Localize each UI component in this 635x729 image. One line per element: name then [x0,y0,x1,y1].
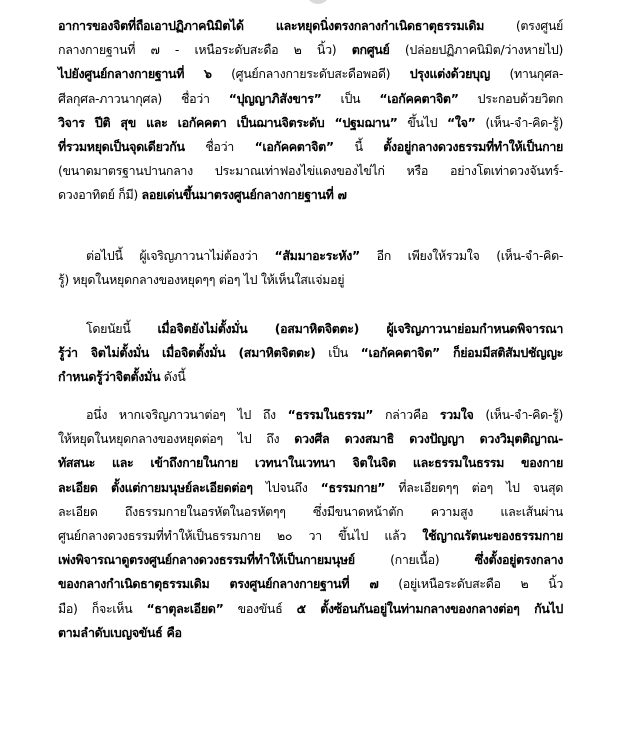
text-run: กลางกายฐานที่ ๗ - เหนือระดับสะดือ ๒ นิ้ว) [58,42,352,58]
text-run: ปรุงแต่งด้วยบุญ [409,66,490,82]
text-line [58,524,563,548]
text-run: ละเอียด ตั้งแต่กายมนุษย์ละเอียดต่อๆ [58,479,253,495]
text-run: กล่าวคือ [373,407,440,422]
text-run: ดวงอาทิตย์ ก็มี) [58,187,142,203]
text-run: ขึ้นไป [397,114,448,130]
text-run: “ปฐมฌาน” [334,114,398,130]
text-run: อาการของจิตที่ถือเอาปฏิภาคนิมิตได้ และหยุดนิ่งตรงกลางกำเนิดธาตุธรรมเดิม [58,18,485,33]
text-run: (ศูนย์กลางกายระดับสะดือพอดี) [211,66,410,82]
text-line [58,268,563,292]
paragraph-4 [58,403,563,645]
text-run: ชื่อว่า [184,139,255,155]
text-run: ที่รวมหยุดเป็นจุดเดียวกัน [58,139,185,155]
text-line [58,317,563,341]
text-line [58,451,563,475]
text-line [58,500,563,524]
text-run: “ใจ” [447,114,476,130]
text-run: อีก เพียงให้รวมใจ (เห็น-จำ-คิด- [359,248,564,263]
text-run: ตั้งอยู่กลางดวงธรรมที่ทำให้เป็นกาย [383,139,563,155]
text-run: (เห็น-จำ-คิด-รู้) [473,407,563,422]
text-run: ศีลกุศล-ภาวนากุศล) ชื่อว่า [58,90,229,106]
text-line [58,427,563,451]
text-line [58,597,563,621]
text-line [58,403,563,427]
text-run: ก็ย่อมมีสติสัมปชัญญะ [439,345,564,361]
text-run: ไปยังศูนย์กลางกายฐานที่ ๖ [58,66,212,82]
text-run: (กายเนื้อ) [354,552,475,568]
text-run: “เอกัคคตาจิต” [360,345,440,361]
text-run: (ปล่อยปฏิภาคนิมิต/ว่างหายไป) [389,42,563,58]
text-run: กำหนดรู้ว่าจิตตั้งมั่น [58,369,161,385]
text-run: “เอกัคคตาจิต” [254,139,334,155]
text-run: นี้ [333,139,384,155]
text-line [58,62,563,86]
paragraph-2 [58,244,563,292]
text-run: “ธรรมกาย” [320,479,386,495]
text-run: ๕ ตั้งซ้อนกันอยู่ในท่ามกลางของกลางต่อๆ กันไป [296,600,563,616]
text-run: เป็น [321,90,380,106]
text-run: ทัสสนะ และ เข้าถึงกายในกาย เวทนาในเวทนา จิตในจิต และธรรมในธรรม ของกาย [58,455,563,471]
paragraph-1 [58,14,563,208]
paragraph-3 [58,317,563,390]
text-line [58,621,563,645]
text-line [58,111,563,135]
text-run: มือ) ก็จะเห็น [58,600,147,616]
text-run: อนึ่ง หากเจริญภาวนาต่อๆ ไป ถึง [86,407,288,422]
text-run: เป็น [315,345,361,361]
text-run: ต่อไปนี้ ผู้เจริญภาวนาไม่ต้องว่า [86,248,275,263]
text-line [58,87,563,111]
text-line [58,244,563,268]
text-run: ให้หยุดในหยุดกลางของหยุดต่อๆ ไป ถึง [58,431,295,447]
text-line [58,341,563,365]
text-run: รวมใจ [439,407,474,422]
text-run: ซึ่งตั้งอยู่ตรงกลาง [474,552,563,568]
text-run: “เอกัคคตาจิต” [379,90,459,106]
text-line [58,159,563,183]
text-run: “ธรรมในธรรม” [287,407,374,422]
text-run: ที่ละเอียดๆๆ ต่อๆ ไป จนสุด [385,479,563,495]
text-line [58,38,563,62]
text-run: ละเอียด ถึงธรรมกายในอรหัตในอรหัตๆๆ ซึ่งมีขนาดหน้าตัก ความสูง และเส้นผ่าน [58,503,563,519]
text-line [58,548,563,572]
text-run: ประกอบด้วยวิตก [458,90,563,106]
text-line [58,14,563,38]
text-line [58,135,563,159]
text-run: ไปจนถึง [252,479,321,495]
text-run: (อยู่เหนือระดับสะดือ ๒ นิ้ว [378,576,563,592]
text-run: เพ่งพิจารณาดูตรงศูนย์กลางดวงธรรมที่ทำให้เป็นกายมนุษย์ [58,552,355,568]
text-line [58,365,563,389]
text-run: ตกศูนย์ [351,42,390,58]
text-run: รู้) หยุดในหยุดกลางของหยุดๆๆ ต่อๆ ไป ให้เห็นใสแจ่มอยู่ [58,272,345,288]
text-run: (ขนาดมาตรฐานปานกลาง ประมาณเท่าฟองไข่แดงของไข่ไก่ หรือ อย่างโตเท่าดวงจันทร์- [58,163,563,179]
text-run: ดังนี้ [160,369,186,385]
text-run: (ตรงศูนย์ [484,18,563,33]
text-run: ลอยเด่นขึ้นมาตรงศูนย์กลางกายฐานที่ ๗ [141,187,347,203]
text-run: ศูนย์กลางดวงธรรมที่ทำให้เป็นธรรมกาย ๒๐ วา ขึ้นไป แล้ว [58,528,423,544]
text-run: “ธาตุละเอียด” [146,600,224,616]
page-edge-mark [306,0,330,4]
text-run: ใช้ญาณรัตนะของธรรมกาย [422,528,563,544]
text-run: โดยนัยนี้ [86,321,158,336]
text-run: เมื่อจิตยังไม่ตั้งมั่น (อสมาหิตจิตตะ) ผู้เจริญภาวนาย่อมกำหนดพิจารณา [157,321,563,336]
text-run: “ปุญญาภิสังขาร” [228,90,322,106]
text-line [58,476,563,500]
text-run: “สัมมาอะระหัง” [274,248,360,263]
text-run: รู้ว่า จิตไม่ตั้งมั่น เมื่อจิตตั้งมั่น (สมาหิตจิตตะ) [58,345,316,361]
text-run: ของกลางกำเนิดธาตุธรรมเดิม ตรงศูนย์กลางกายฐานที่ ๗ [58,576,379,592]
text-run: (เห็น-จำ-คิด-รู้) [475,114,563,130]
text-line [58,183,563,207]
text-run: ตามลำดับเบญจขันธ์ คือ [58,624,182,640]
text-run: วิจาร ปีติ สุข และ เอกัคคตา เป็นฌานจิตระดับ [58,114,335,130]
text-run: (ทานกุศล- [489,66,563,82]
text-run: ของขันธ์ [223,600,297,616]
text-line [58,572,563,596]
text-run: ดวงศีล ดวงสมาธิ ดวงปัญญา ดวงวิมุตติญาณ- [294,431,563,447]
